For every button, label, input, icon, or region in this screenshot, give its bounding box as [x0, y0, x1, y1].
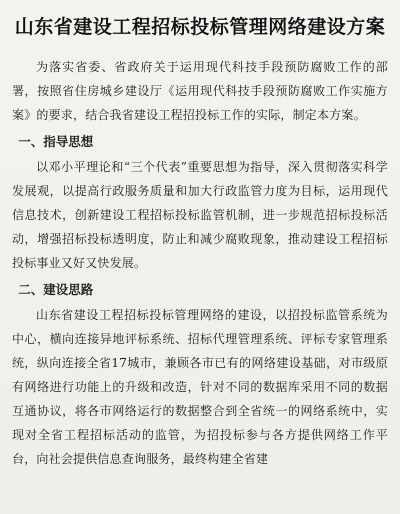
intro-paragraph: 为落实省委、省政府关于运用现代科技手段预防腐败工作的部署，按照省住房城乡建设厅《运用现代科技手段预防腐败工作实施方案》的要求，结合我省建设工程招投标工作的实际，制定本方案。 [12, 60, 388, 122]
section-heading-guiding-ideology: 一、指导思想 [18, 134, 94, 149]
document-body [6, 55, 394, 471]
section-paragraph-construction-approach: 山东省建设工程招标投标管理网络的建设，以招投标监管系统为中心，横向连接异地评标系统、招标代理管理系统、评标专家管理系统，纵向连接全省17城市，兼顾各市已有的网络建设基础，对市级原有网络进行功能上的升级和改造，针对不同的数据库采用不同的数据互通协议，将各市网络运行的数据整合到全省统一的网络系统中，实现对全省工程招标活动的监管，为招投标参与各方提供网络工作平台，向社会提供信息查询服务，最终构建全省建 [12, 308, 388, 466]
document-title: 山东省建设工程招标投标管理网络建设方案 [14, 16, 386, 38]
section-paragraph-guiding-ideology: 以邓小平理论和“三个代表”重要思想为指导，深入贯彻落实科学发展观，以提高行政服务质量和加大行政监管力度为目标，运用现代信息技术，创新建设工程招标投标监管机制，进一步规范招标投标活动，增强招标投标透明度，防止和减少腐败现象，推动建设工程招标投标事业又好又快发展。 [12, 160, 388, 270]
section-heading-construction-approach: 二、建设思路 [18, 282, 94, 297]
